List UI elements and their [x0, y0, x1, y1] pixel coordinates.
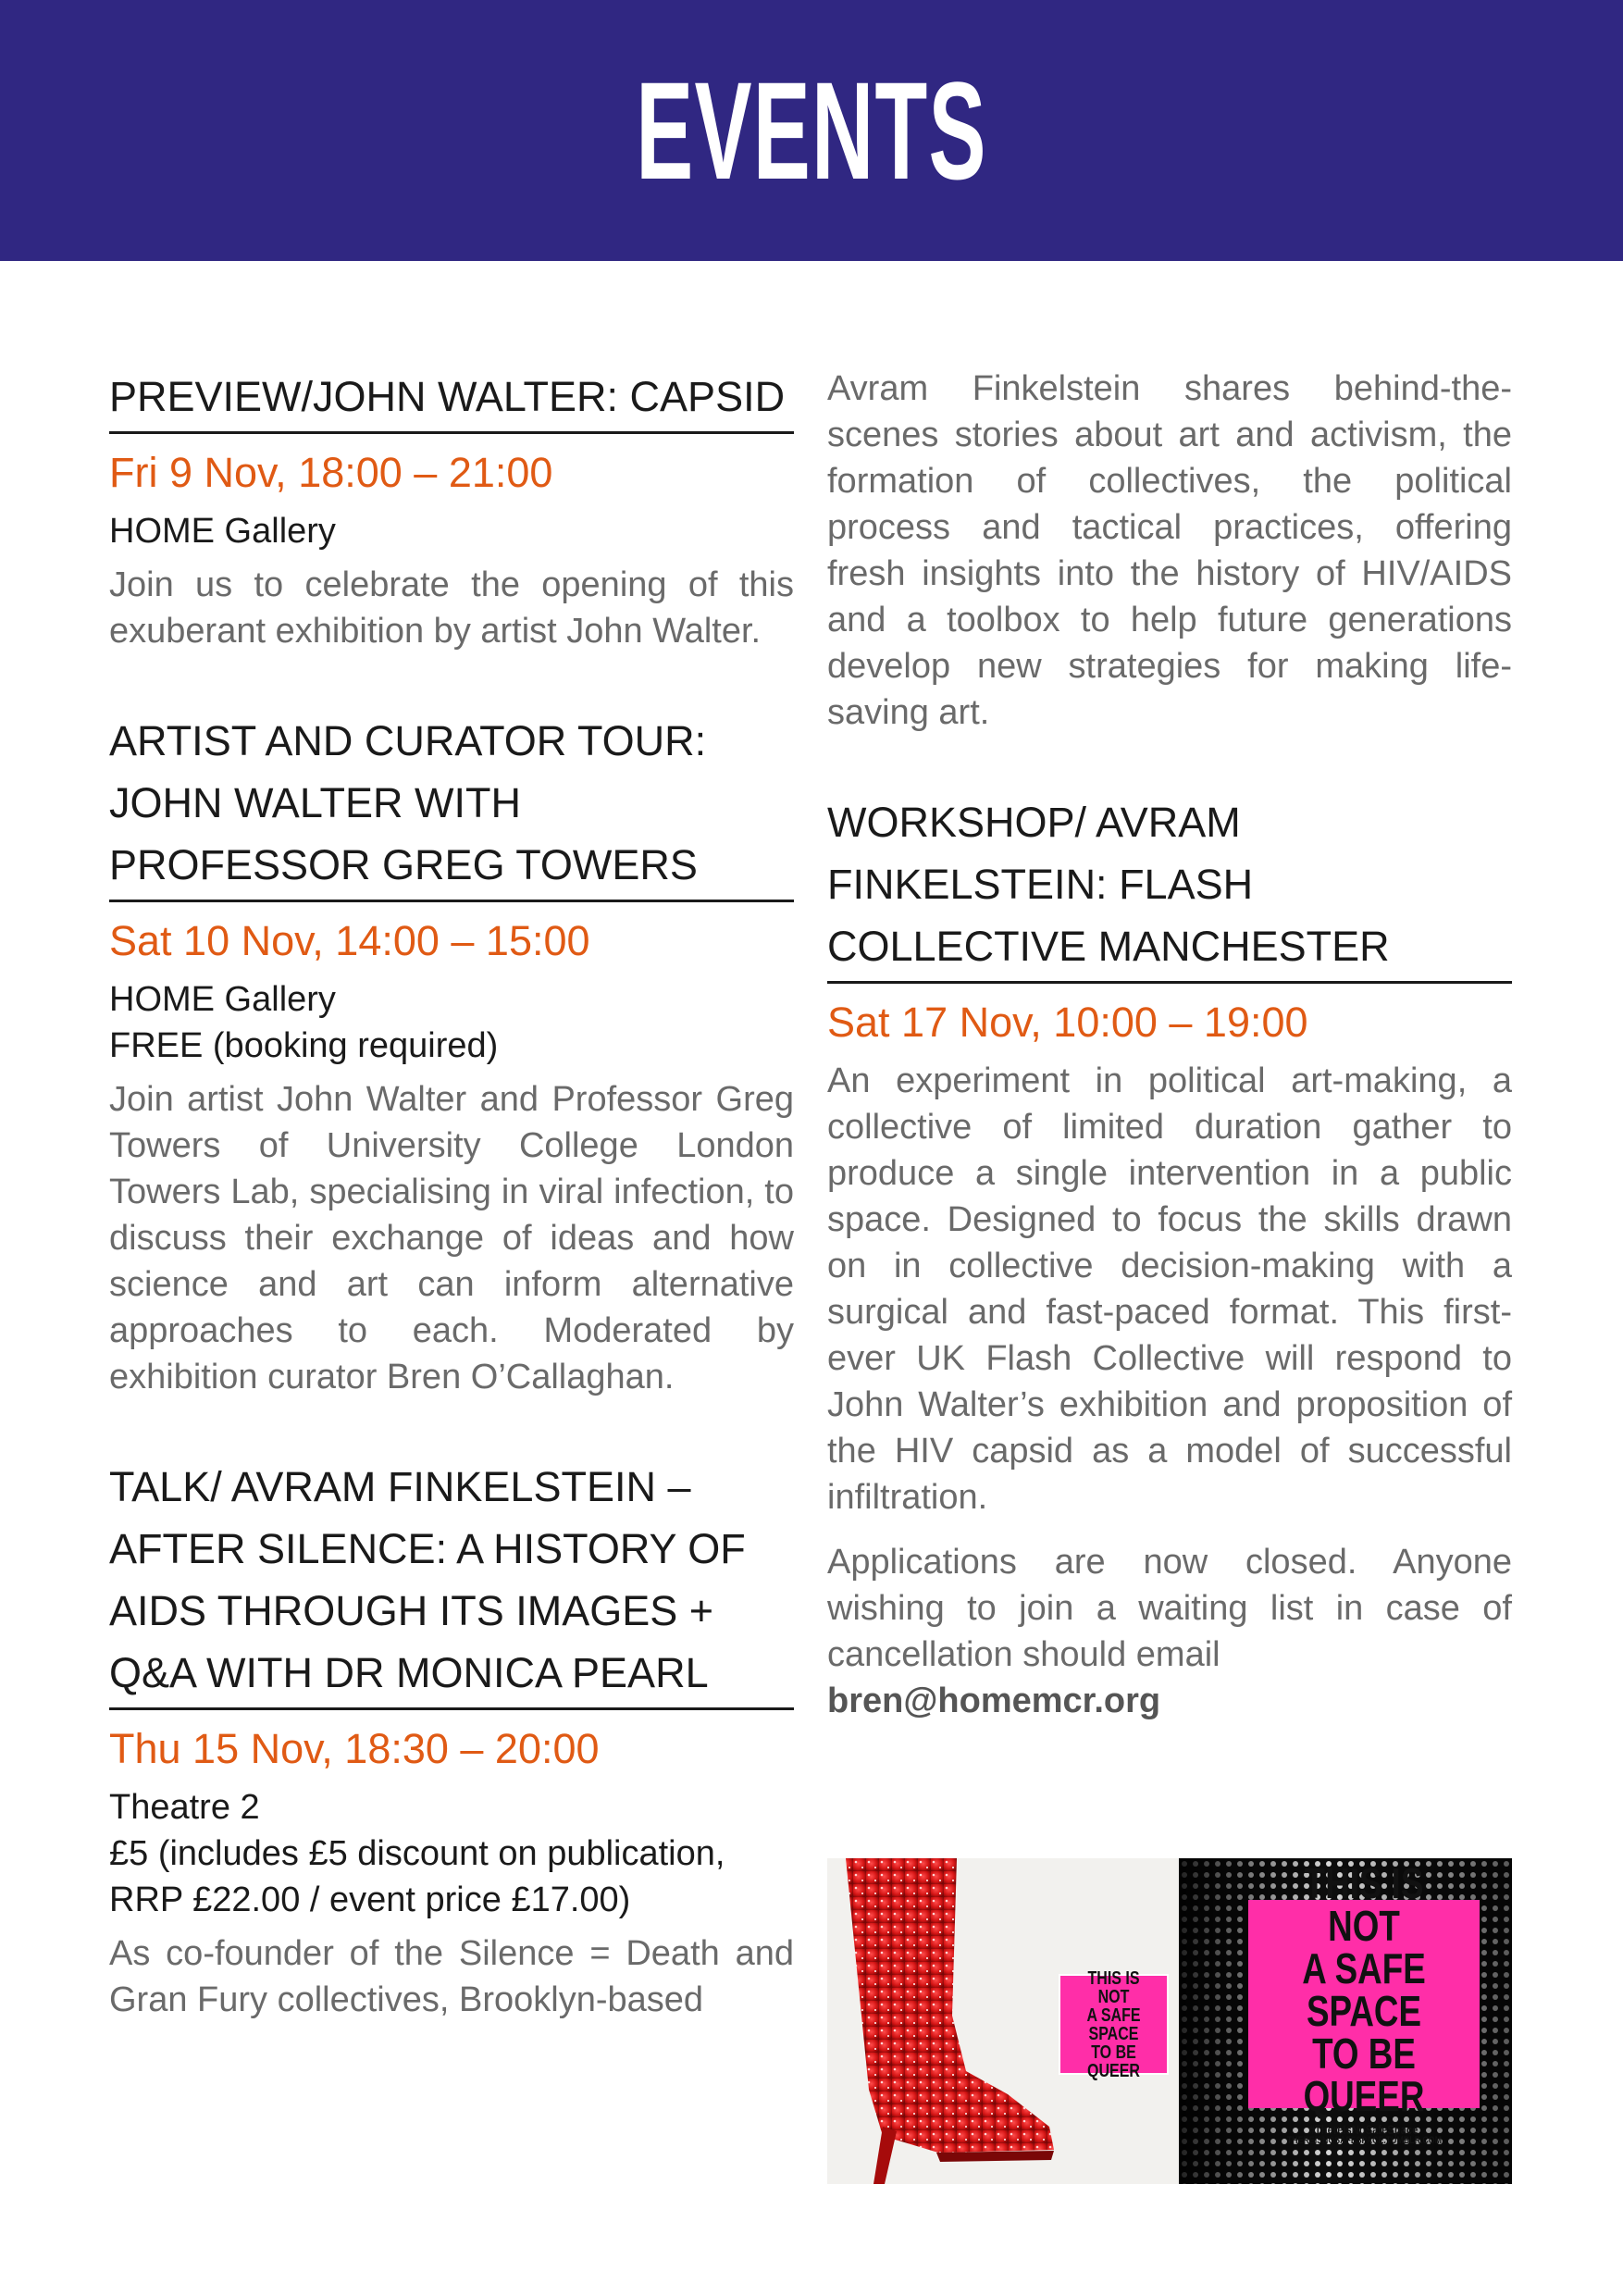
sticker-small — [1059, 1967, 1169, 2081]
photo-red-boot-panel — [827, 1858, 1179, 2184]
event-date: Sat 10 Nov, 14:00 – 15:00 — [109, 917, 590, 964]
event-venue: Theatre 2 — [109, 1788, 260, 1827]
event-title: PREVIEW/JOHN WALTER: CAPSID — [109, 366, 794, 434]
sticker-line: A SAFE SPACE — [1086, 2004, 1141, 2044]
event-venue: HOME Gallery — [109, 512, 336, 551]
event-title: ARTIST AND CURATOR TOUR: JOHN WALTER WITH PROFESSOR GREG TOWERS — [109, 710, 794, 902]
event-description: An experiment in political art-making, a collective of limited duration gather to produce a single intervention in a public space. Designed to focus the skills drawn on in collective decision-making with a surgical and fast-paced format. This first-ever UK Flash Collective will respond to John Walter’s exhibition and proposition of the HIV capsid as a model of successful infiltration. — [827, 1061, 1512, 1517]
sticker-line: TO BE QUEER — [1303, 2029, 1425, 2120]
event-description: Join us to celebrate the opening of this exuberant exhibition by artist John Walter. — [109, 565, 794, 651]
page-title: EVENTS — [636, 53, 987, 208]
event-date: Thu 15 Nov, 18:30 – 20:00 — [109, 1725, 600, 1772]
sticker-url: THEREISNOSAFESPACE.TUMBLR.COM — [1286, 2135, 1442, 2146]
sticker-hashtag: #ThereIsNoSafeSpace — [1309, 2122, 1419, 2137]
sticker-line: A SAFE SPACE — [1302, 1944, 1426, 2035]
header-banner — [0, 0, 1623, 261]
event-title: WORKSHOP/ AVRAM FINKELSTEIN: FLASH COLLECTIVE MANCHESTER — [827, 791, 1512, 984]
event-preview — [109, 366, 794, 654]
event-venue: HOME Gallery — [109, 980, 336, 1019]
event-date: Sat 17 Nov, 10:00 – 19:00 — [827, 999, 1308, 1046]
sticker-line: THIS IS NOT — [1304, 1859, 1424, 1950]
event-price: £5 (includes £5 discount on publication, RRP £22.00 / event price £17.00) — [109, 1834, 725, 1919]
right-column — [827, 366, 1512, 1780]
talk-description-continued: Avram Finkelstein shares behind-the-scenes stories about art and activism, the formation of collectives, the political process and tactical practices, offering fresh insights into the history of HIV/AIDS and a toolbox to help future generations develop new strategies for making life-saving art. — [827, 369, 1512, 732]
contact-email[interactable]: bren@homemcr.org — [827, 1682, 1161, 1720]
photo-halftone-panel — [1179, 1858, 1512, 2184]
event-date: Fri 9 Nov, 18:00 – 21:00 — [109, 449, 553, 496]
event-talk — [109, 1456, 794, 2023]
event-price: FREE (booking required) — [109, 1026, 499, 1065]
sticker-large — [1248, 1859, 1480, 2146]
left-column — [109, 366, 794, 2079]
event-photo — [827, 1858, 1512, 2184]
sticker-line: TO BE QUEER — [1087, 2042, 1140, 2081]
event-tour — [109, 710, 794, 1400]
event-title: TALK/ AVRAM FINKELSTEIN – AFTER SILENCE: A HISTORY OF AIDS THROUGH ITS IMAGES + Q&A WITH DR MONICA PEARL — [109, 1456, 794, 1710]
event-description: Join artist John Walter and Professor Greg Towers of University College London Towers Lab, specialising in viral infection, to discuss their exchange of ideas and how science and art can inform alternative approaches to each. Moderated by exhibition curator Bren O’Callaghan. — [109, 1080, 794, 1396]
event-description: As co-founder of the Silence = Death and Gran Fury collectives, Brooklyn-based — [109, 1934, 794, 2019]
applications-note: Applications are now closed. Anyone wishing to join a waiting list in case of cancellation should email — [827, 1543, 1512, 1674]
sticker-line: THIS IS NOT — [1087, 1967, 1140, 2007]
event-workshop — [827, 791, 1512, 1724]
